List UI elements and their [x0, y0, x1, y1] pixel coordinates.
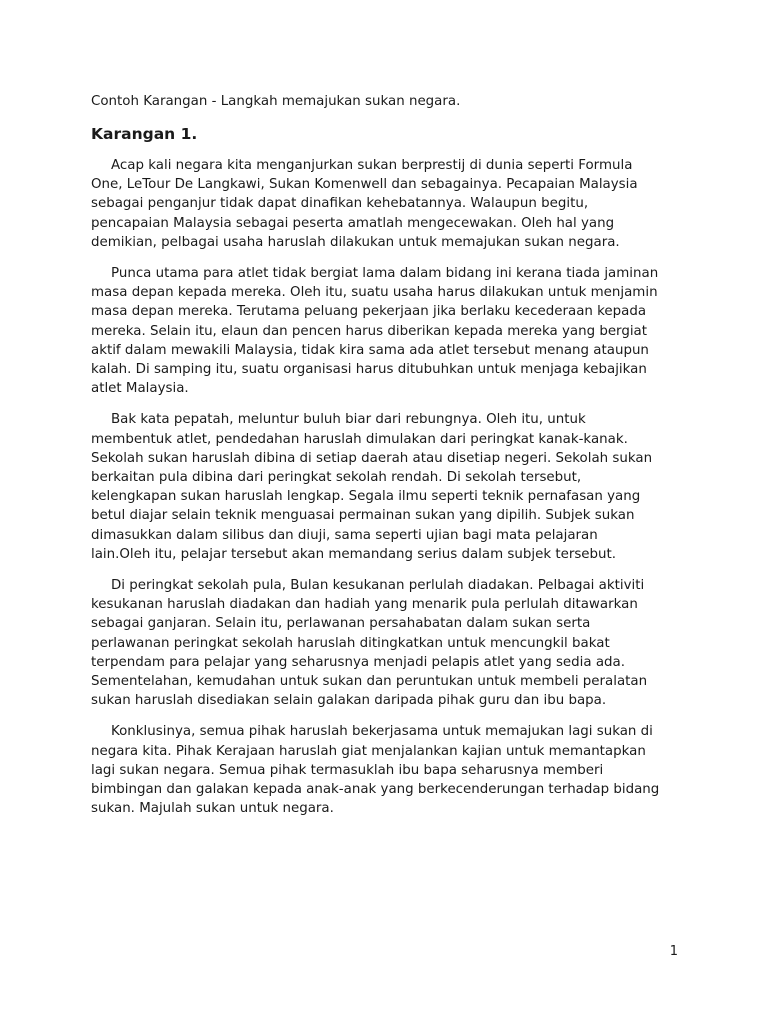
essay-title: Karangan 1. — [91, 125, 198, 143]
paragraph-line: lain.Oleh itu, pelajar tersebut akan memandang serius dalam subjek tersebut. — [91, 546, 617, 562]
paragraph-line: masa depan kepada mereka. Oleh itu, suatu usaha harus dilakukan untuk menjamin — [91, 285, 658, 301]
document-heading: Contoh Karangan - Langkah memajukan sukan negara. — [91, 94, 461, 109]
paragraph-line: lagi sukan negara. Semua pihak termasuklah ibu bapa seharusnya memberi — [91, 762, 604, 778]
paragraph-line: aktif dalam mewakili Malaysia, tidak kira sama ada atlet tersebut menang ataupun — [91, 342, 649, 358]
paragraph-line: Acap kali negara kita menganjurkan sukan berprestij di dunia seperti Formula — [111, 158, 633, 173]
paragraph-line: Bak kata pepatah, meluntur buluh biar dari rebungnya. Oleh itu, untuk — [111, 412, 586, 428]
paragraph-line: pencapaian Malaysia sebagai peserta amatlah mengecewakan. Oleh hal yang — [91, 215, 615, 231]
paragraph-line: Di peringkat sekolah pula, Bulan kesukanan perlulah diadakan. Pelbagai aktiviti — [111, 578, 645, 594]
paragraph-line: betul diajar selain teknik menguasai permainan sukan yang dipilih. Subjek sukan — [91, 508, 635, 524]
paragraph-4 — [91, 576, 687, 710]
paragraph-line: kesukanan haruslah diadakan dan hadiah yang menarik pula perlulah ditawarkan — [91, 597, 638, 613]
paragraph-line: bimbingan dan galakan kepada anak-anak yang berkecenderungan terhadap bidang — [91, 782, 660, 798]
paragraph-line: demikian, pelbagai usaha haruslah dilakukan untuk memajukan sukan negara. — [91, 234, 620, 250]
paragraph-line: masa depan mereka. Terutama peluang pekerjaan jika berlaku kecederaan kepada — [91, 304, 647, 320]
paragraph-line: Sekolah sukan haruslah dibina di setiap daerah atau disetiap negeri. Sekolah sukan — [91, 450, 653, 466]
paragraph-line: membentuk atlet, pendedahan haruslah dimulakan dari peringkat kanak-kanak. — [91, 431, 628, 447]
paragraph-line: sebagai penganjur tidak dapat dinafikan kehebatannya. Walaupun begitu, — [91, 196, 589, 212]
paragraph-3 — [91, 410, 687, 564]
essay-body — [91, 156, 687, 831]
paragraph-line: kalah. Di samping itu, suatu organisasi harus ditubuhkan untuk menjaga kebajikan — [91, 362, 647, 378]
paragraph-line: mereka. Selain itu, elaun dan pencen harus diberikan kepada mereka yang bergiat — [91, 323, 648, 339]
paragraph-line: negara kita. Pihak Kerajaan haruslah giat menjalankan kajian untuk memantapkan — [91, 743, 646, 759]
page-number: 1 — [669, 944, 678, 959]
paragraph-line: sukan haruslah disediakan selain galakan daripada pihak guru dan ibu bapa. — [91, 693, 607, 709]
paragraph-line: sebagai ganjaran. Selain itu, perlawanan persahabatan dalam sukan serta — [91, 616, 591, 632]
paragraph-line: atlet Malaysia. — [91, 381, 189, 397]
paragraph-line: dimasukkan dalam silibus dan diuji, sama seperti ujian bagi mata pelajaran — [91, 527, 598, 543]
paragraph-line: One, LeTour De Langkawi, Sukan Komenwell dan sebagainya. Pecapaian Malaysia — [91, 177, 638, 193]
paragraph-5 — [91, 722, 687, 818]
paragraph-2 — [91, 264, 687, 398]
paragraph-1 — [91, 156, 687, 252]
paragraph-line: sukan. Majulah sukan untuk negara. — [91, 801, 334, 817]
paragraph-line: perlawanan peringkat sekolah haruslah ditingkatkan untuk mencungkil bakat — [91, 635, 610, 651]
paragraph-line: terpendam para pelajar yang seharusnya menjadi pelapis atlet yang sedia ada. — [91, 654, 626, 670]
paragraph-line: berkaitan pula dibina dari peringkat sekolah rendah. Di sekolah tersebut, — [91, 470, 582, 486]
paragraph-line: Sementelahan, kemudahan untuk sukan dan peruntukan untuk membeli peralatan — [91, 674, 648, 690]
paragraph-line: Punca utama para atlet tidak bergiat lama dalam bidang ini kerana tiada jaminan — [111, 266, 659, 282]
paragraph-line: kelengkapan sukan haruslah lengkap. Segala ilmu seperti teknik pernafasan yang — [91, 489, 641, 505]
paragraph-line: Konklusinya, semua pihak haruslah bekerjasama untuk memajukan lagi sukan di — [111, 724, 653, 740]
